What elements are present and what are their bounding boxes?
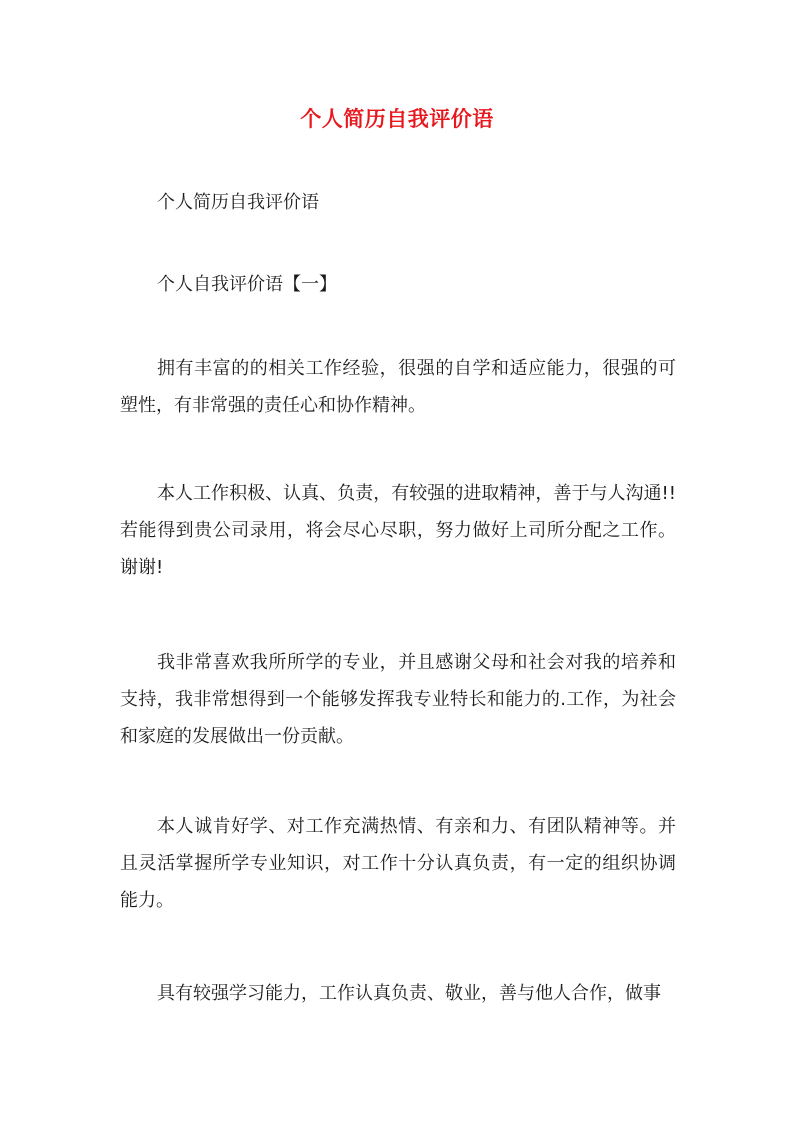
paragraph: 我非常喜欢我所所学的专业，并且感谢父母和社会对我的培养和支持，我非常想得到一个能够发挥我专业特长和能力的.工作，为社会和家庭的发展做出一份贡献。 [120,652,676,747]
paragraph: 具有较强学习能力，工作认真负责、敬业，善与他人合作，做事 [157,983,661,1004]
paragraph: 拥有丰富的的相关工作经验，很强的自学和适应能力，很强的可塑性，有非常强的责任心和协作精神。 [120,358,676,416]
paragraph: 本人工作积极、认真、负责，有较强的进取精神，善于与人沟通!!若能得到贵公司录用，将会尽心尽职，努力做好上司所分配之工作。谢谢! [120,483,676,578]
section-heading: 个人自我评价语【一】 [157,274,337,295]
document-title: 个人简历自我评价语 [300,107,494,131]
paragraph-heading: 个人简历自我评价语 [157,192,319,213]
paragraph: 本人诚肯好学、对工作充满热情、有亲和力、有团队精神等。并且灵活掌握所学专业知识，对工作十分认真负责，有一定的组织协调能力。 [120,816,676,911]
